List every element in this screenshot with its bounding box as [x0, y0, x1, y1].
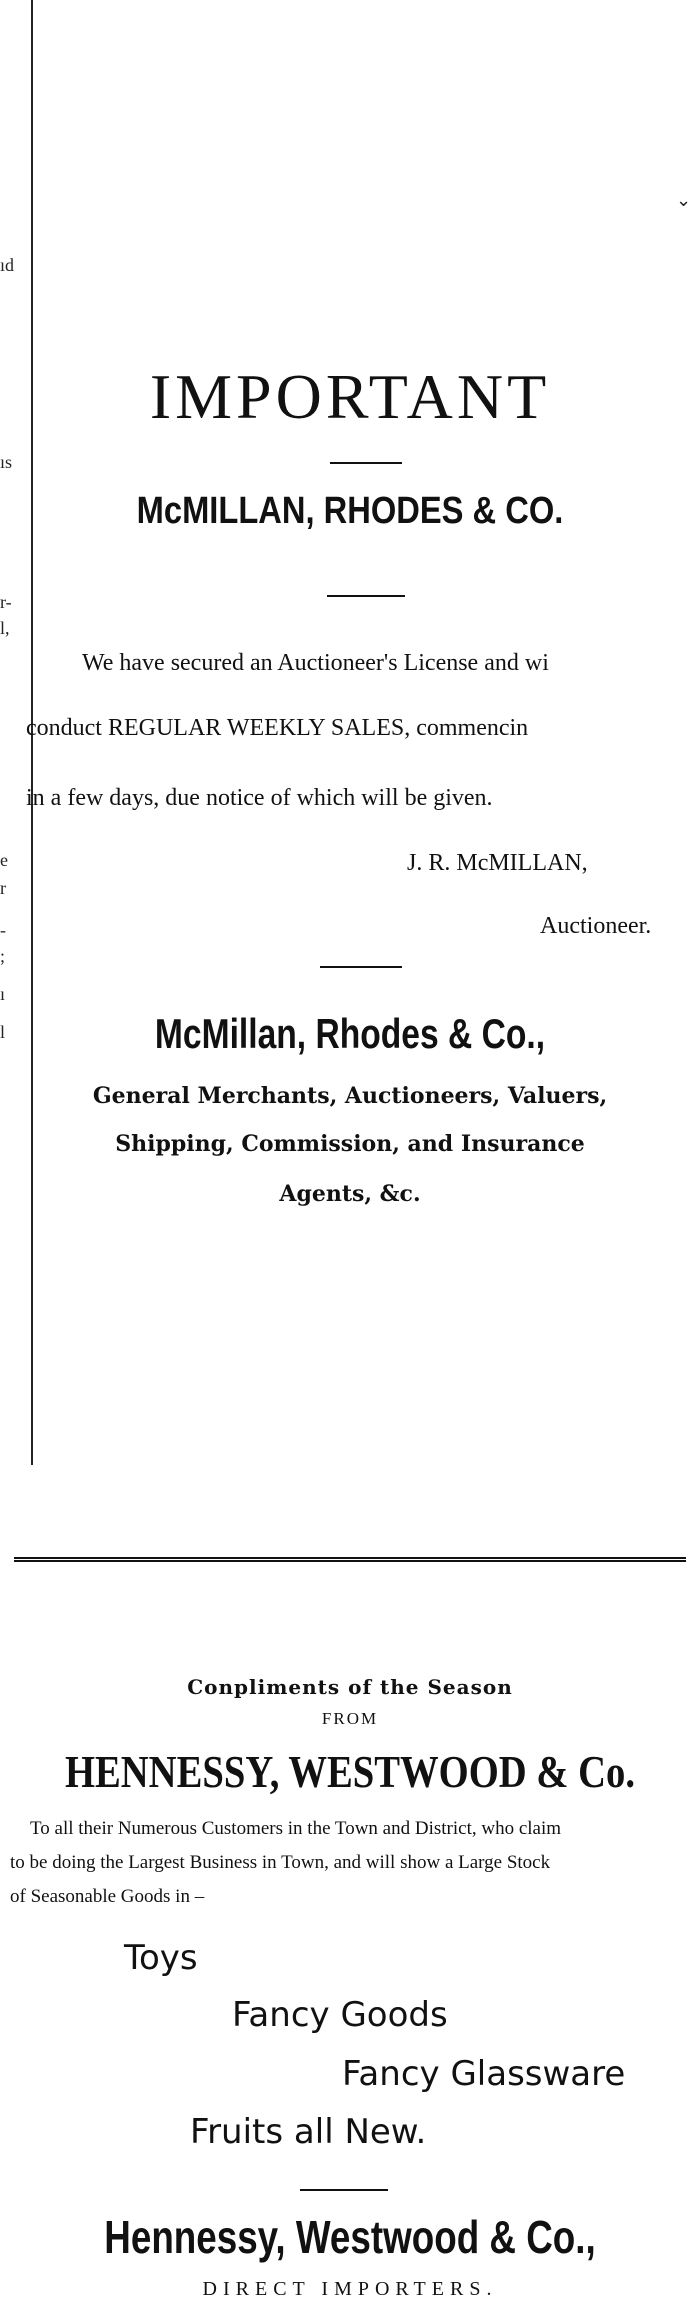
business-name: McMillan, Rhodes & Co.,	[154, 1010, 546, 1057]
signature-name: J. R. McMILLAN,	[407, 850, 588, 876]
goods-item-fancy-goods: Fancy Goods	[232, 1995, 448, 2035]
margin-fragment: e	[0, 850, 8, 870]
divider	[330, 462, 402, 464]
goods-item-fruits: Fruits all New.	[190, 2112, 427, 2152]
hennessy-body-line: to be doing the Largest Business in Town, and will show a Large Stock	[10, 1852, 551, 1873]
margin-fragment: ıd	[0, 255, 15, 275]
divider	[300, 2189, 388, 2191]
margin-fragment: l	[0, 1022, 6, 1042]
corner-mark: ⌄	[676, 190, 692, 210]
hennessy-heading: HENNESSY, WESTWOOD & Co.	[64, 1746, 636, 1797]
margin-fragment: l,	[0, 618, 10, 638]
season-greeting: Conpliments of the Season	[187, 1675, 513, 1699]
signature-title: Auctioneer.	[540, 913, 652, 939]
business-description-line: Agents, &c.	[279, 1181, 421, 1207]
margin-fragment: r-	[0, 592, 12, 612]
from-label: FROM	[321, 1709, 379, 1728]
margin-fragment: ı	[0, 984, 6, 1004]
business-description-line: General Merchants, Auctioneers, Valuers,	[92, 1083, 608, 1109]
margin-fragment: ıs	[0, 452, 13, 472]
margin-fragment: -	[0, 920, 6, 940]
hennessy-footer-name: Hennessy, Westwood & Co.,	[104, 2211, 596, 2263]
margin-fragment: ;	[0, 946, 6, 966]
direct-importers-tag: DIRECT IMPORTERS.	[202, 2278, 498, 2300]
goods-item-fancy-glassware: Fancy Glassware	[342, 2054, 626, 2094]
business-description-line: Shipping, Commission, and Insurance	[115, 1131, 585, 1157]
hennessy-body-line: To all their Numerous Customers in the Town and District, who claim	[30, 1818, 562, 1839]
notice-title: IMPORTANT	[149, 361, 551, 432]
notice-line-2: conduct REGULAR WEEKLY SALES, commencin	[26, 715, 529, 741]
section-divider	[14, 1557, 686, 1562]
notice-line-1: We have secured an Auctioneer's License and wi	[82, 650, 549, 676]
margin-fragment: r	[0, 878, 6, 898]
notice-line-3: in a few days, due notice of which will be given.	[26, 785, 493, 811]
hennessy-body-line: of Seasonable Goods in –	[10, 1886, 205, 1907]
goods-item-toys: Toys	[124, 1938, 198, 1978]
divider	[320, 966, 402, 968]
notice-firm-heading: McMILLAN, RHODES & CO.	[136, 490, 564, 532]
divider	[327, 595, 405, 597]
